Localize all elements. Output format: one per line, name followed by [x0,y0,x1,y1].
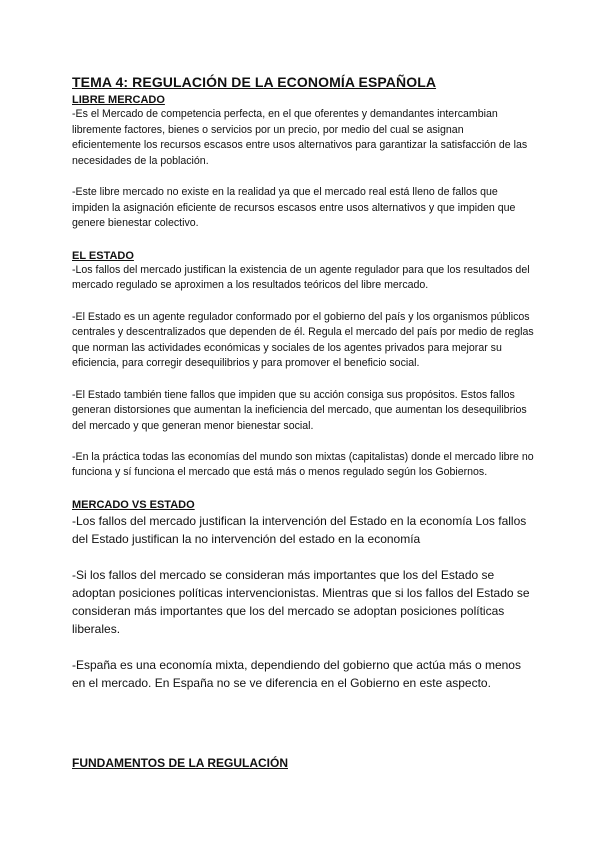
document-title: TEMA 4: REGULACIÓN DE LA ECONOMÍA ESPAÑOLA [72,74,437,90]
paragraph: -El Estado es un agente regulador conformado por el gobierno del país y los organismos públicos centrales y descentralizados que dependen de él. Regula el mercado del país por medio de reglas que norman las actividades económicas y sociales de los agentes privados para mejorar su eficiencia, para corregir desequilibrios y para promover el beneficio social. [72,310,534,370]
paragraph: -Este libre mercado no existe en la realidad ya que el mercado real está lleno de fallos que impiden la asignación eficiente de recursos escasos entre usos alternativos y que impiden que genere bienestar colectivo. [72,185,516,230]
paragraph: -Los fallos del mercado justifican la existencia de un agente regulador para que los resultados del mercado regulado se aproximen a los resultados teóricos del libre mercado. [72,263,530,292]
section-heading-libre-mercado: LIBRE MERCADO [72,94,165,106]
paragraph: -El Estado también tiene fallos que impiden que su acción consiga sus propósitos. Estos fallos generan distorsiones que aumentan la ineficiencia del mercado, que aumentan los desequilibrios del mercado y que generan menor bienestar social. [72,388,527,432]
document-page [72,74,534,770]
section-heading-mercado-vs-estado: MERCADO VS ESTADO [72,499,195,512]
paragraph: -España es una economía mixta, dependiendo del gobierno que actúa más o menos en el mercado. En España no se ve diferencia en el Gobierno en este aspecto. [72,658,521,691]
paragraph: -En la práctica todas las economías del mundo son mixtas (capitalistas) donde el mercado libre no funciona y sí funciona el mercado que está más o menos regulado según los Gobiernos. [72,450,534,479]
section-heading-fundamentos: FUNDAMENTOS DE LA REGULACIÓN [72,756,288,771]
paragraph: -Los fallos del mercado justifican la intervención del Estado en la economía Los fallos del Estado justifican la no intervención del estado en la economía [72,514,527,547]
paragraph: -Es el Mercado de competencia perfecta, en el que oferentes y demandantes intercambian libremente factores, bienes o servicios por un precio, por medio del cual se asignan eficientemente los recursos escasos entre usos alternativos para garantizar la satisfacción de las necesidades de la población. [72,108,528,167]
paragraph: -Si los fallos del mercado se consideran más importantes que los del Estado se adoptan posiciones políticas intervencionistas. Mientras que si los fallos del Estado se consideran más importantes que los del mercado se adoptan posiciones políticas liberales. [72,568,530,637]
section-heading-el-estado: EL ESTADO [72,249,134,262]
